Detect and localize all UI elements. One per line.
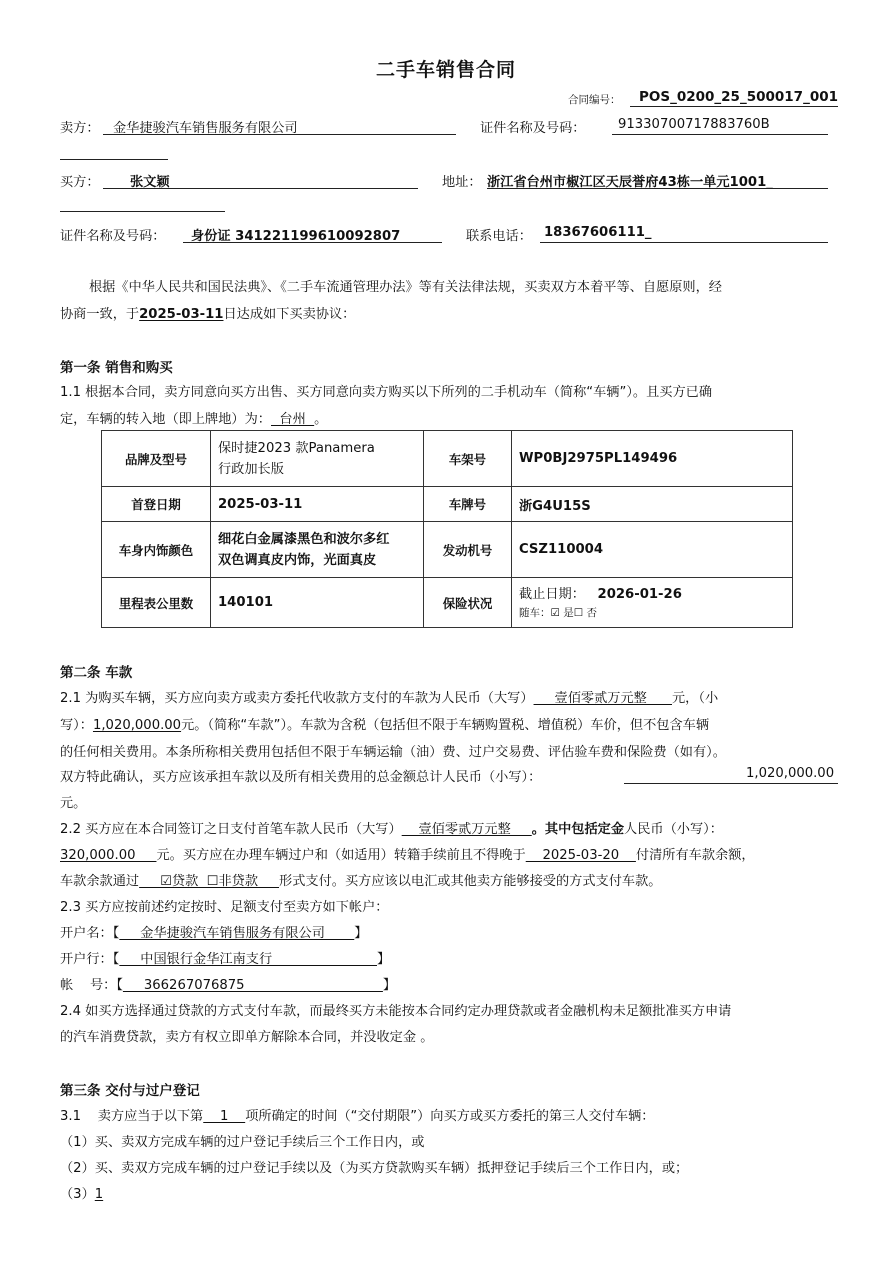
registration-place: 台州	[271, 412, 315, 427]
account-bank: 中国银行金华江南支行	[119, 952, 377, 967]
account-name-row	[60, 922, 367, 941]
account-name-label: 开户名：【	[60, 926, 120, 941]
article-2-heading: 第二条 车款	[60, 665, 133, 681]
article-2-1-text-b: 元，（小	[671, 691, 719, 706]
buyer-id: 身份证 341221199610092807	[191, 229, 401, 244]
seller-id-underline	[612, 134, 828, 135]
intro-text-b: 日达成如下买卖协议：	[223, 307, 356, 322]
buyer-phone-underline	[540, 242, 828, 243]
agreement-date: 2025-03-11	[139, 307, 224, 322]
article-3-1-text-a: 3.1 卖方应当于以下第	[60, 1109, 204, 1124]
article-2-1-line1	[60, 687, 718, 706]
article-3-heading: 第三条 交付与过户登记	[60, 1083, 200, 1099]
bracket-close: 】	[354, 926, 368, 941]
contract-no-label: 合同编号：	[568, 94, 621, 106]
article-1-1-text-b: 。	[314, 412, 328, 427]
brand-line1: 保时捷2023 款Panamera	[218, 440, 375, 456]
article-2-1-line2	[60, 714, 709, 733]
delivery-option-3-value: 1	[94, 1187, 104, 1202]
seller-label: 卖方：	[60, 121, 100, 136]
account-number-label: 帐 号：【	[60, 978, 123, 993]
buyer-underline	[103, 188, 418, 189]
brand-label: 品牌及型号	[102, 431, 211, 487]
color-line1: 细花白金属漆黑色和波尔多红	[218, 531, 390, 547]
article-2-2-text-f: 车款余款通过	[60, 874, 140, 889]
delivery-option-1: （1）买、卖双方完成车辆的过户登记手续后三个工作日内，或	[60, 1135, 425, 1150]
article-2-4-line2: 的汽车消费贷款，卖方有权立即单方解除本合同，并没收定金 。	[60, 1030, 434, 1045]
article-2-2-text-e: 付清所有车款余额，	[635, 848, 755, 863]
table-row	[102, 431, 793, 487]
article-2-2-text-c: 人民币（小写）：	[624, 822, 723, 837]
article-3-1	[60, 1105, 654, 1124]
delivery-option-2: （2）买、卖双方完成车辆的过户登记手续以及（为买方贷款购买车辆）抵押登记手续后三个工作日内，或；	[60, 1161, 689, 1176]
article-2-2-line1	[60, 818, 723, 837]
total-amount: 1,020,000.00	[746, 766, 835, 781]
buyer-phone-label: 联系电话：	[466, 229, 532, 244]
contract-title: 二手车销售合同	[376, 59, 517, 81]
article-2-4-line1: 2.4 如买方选择通过贷款的方式支付车款，而最终买方未能按本合同约定办理贷款或者金融机构未足额批准买方申请	[60, 1004, 732, 1019]
article-2-1-line4: 双方特此确认，买方应该承担车款以及所有相关费用的总金额总计人民币（小写）：	[60, 770, 542, 785]
vin-label: 车架号	[424, 431, 512, 487]
insurance-until-label: 截止日期：	[519, 586, 585, 602]
account-name: 金华捷骏汽车销售服务有限公司	[119, 926, 355, 941]
article-1-1-line1: 1.1 根据本合同，卖方同意向买方出售、买方同意向卖方购买以下所列的二手机动车（简称“车辆”）。且买方已确	[60, 385, 713, 400]
vin-value: WP0BJ2975PL149496	[512, 431, 793, 487]
account-bank-row	[60, 948, 390, 967]
vehicle-table	[101, 430, 793, 628]
delivery-option-number: 1	[203, 1109, 246, 1124]
intro-text-a: 协商一致，于	[60, 307, 140, 322]
seller-underline	[103, 134, 456, 135]
blank-line	[60, 159, 168, 160]
article-1-1-line2	[60, 408, 327, 427]
account-bank-label: 开户行：【	[60, 952, 120, 967]
plate-value: 浙G4U15S	[512, 487, 793, 522]
article-2-2-line2	[60, 844, 755, 863]
seller-name: 金华捷骏汽车销售服务有限公司	[113, 121, 298, 136]
buyer-id-underline	[183, 242, 442, 243]
seller-id: 91330700717883760B	[618, 117, 770, 132]
article-2-3: 2.3 买方应按前述约定按时、足额支付至卖方如下帐户：	[60, 900, 389, 915]
first-payment-uppercase: 壹佰零贰万元整	[401, 822, 532, 837]
price-uppercase: 壹佰零贰万元整	[533, 691, 672, 706]
reg-date-label: 首登日期	[102, 487, 211, 522]
blank-line	[60, 211, 225, 212]
article-2-2-deposit-text: 。其中包括定金	[531, 822, 625, 837]
payment-method: ☑贷款 ☐非贷款	[139, 874, 280, 889]
brand-value	[211, 431, 424, 487]
buyer-address-underline	[487, 188, 828, 189]
color-label: 车身内饰颜色	[102, 522, 211, 578]
article-2-2-text-d: 元。买方应在办理车辆过户和（如适用）转籍手续前且不得晚于	[156, 848, 526, 863]
intro-line2	[60, 303, 355, 322]
table-row	[102, 487, 793, 522]
price-number: 1,020,000.00	[92, 718, 182, 733]
article-2-1-text-a: 2.1 为购买车辆，买方应向卖方或卖方委托代收款方支付的车款为人民币（大写）	[60, 691, 534, 706]
account-number: 366267076875	[122, 978, 383, 993]
article-2-1-text-c: 写）：	[60, 718, 93, 733]
article-2-2-line3	[60, 870, 661, 889]
intro-line1: 根据《中华人民共和国民法典》、《二手车流通管理办法》等有关法律法规，买卖双方本着平等、自愿原则，经	[89, 280, 722, 295]
insurance-label: 保险状况	[424, 578, 512, 628]
color-value	[211, 522, 424, 578]
color-line2: 双色调真皮内饰，光面真皮	[218, 552, 377, 568]
insurance-until	[519, 584, 785, 605]
table-row	[102, 578, 793, 628]
article-2-1-text-d: 元。（简称“车款”）。车款为含税（包括但不限于车辆购置税、增值税）车价，但不包含车辆	[181, 718, 710, 733]
article-2-1-line3: 的任何相关费用。本条所称相关费用包括但不限于车辆运输（油）费、过户交易费、评估验车费和保险费（如有）。	[60, 745, 726, 760]
buyer-phone: 18367606111_	[544, 225, 652, 240]
article-1-1-text-a: 定，车辆的转入地（即上牌地）为：	[60, 412, 271, 427]
contract-no: POS_0200_25_500017_001	[639, 89, 838, 105]
reg-date-value: 2025-03-11	[211, 487, 424, 522]
deposit-amount: 320,000.00	[60, 848, 157, 863]
payment-deadline: 2025-03-20	[525, 848, 636, 863]
engine-label: 发动机号	[424, 522, 512, 578]
seller-id-label: 证件名称及号码：	[480, 121, 586, 136]
bracket-close: 】	[382, 978, 397, 993]
brand-line2: 行政加长版	[218, 461, 284, 477]
total-amount-underline	[624, 783, 838, 784]
bracket-close: 】	[376, 952, 391, 967]
table-row	[102, 522, 793, 578]
delivery-option-3	[60, 1183, 103, 1202]
buyer-address-label: 地址：	[442, 175, 482, 190]
buyer-label: 买方：	[60, 175, 100, 190]
mileage-value: 140101	[211, 578, 424, 628]
buyer-address: 浙江省台州市椒江区天辰誉府43栋一单元1001_	[487, 175, 773, 190]
buyer-name: 张文颖	[130, 175, 170, 190]
article-2-2-text-a: 2.2 买方应在本合同签订之日支付首笔车款人民币（大写）	[60, 822, 402, 837]
insurance-with-car: 随车：☑ 是☐ 否	[519, 606, 598, 619]
buyer-id-label: 证件名称及号码：	[60, 229, 166, 244]
plate-label: 车牌号	[424, 487, 512, 522]
delivery-option-3-prefix: （3）	[60, 1187, 95, 1202]
account-number-row	[60, 974, 396, 993]
mileage-label: 里程表公里数	[102, 578, 211, 628]
article-1-heading: 第一条 销售和购买	[60, 360, 173, 376]
article-2-1-line5: 元。	[60, 796, 87, 811]
contract-no-underline	[630, 106, 838, 107]
insurance-value	[512, 578, 793, 628]
article-3-1-text-b: 项所确定的时间（“交付期限”）向买方或买方委托的第三人交付车辆：	[245, 1109, 655, 1124]
engine-value: CSZ110004	[512, 522, 793, 578]
insurance-until-date: 2026-01-26	[597, 586, 682, 602]
article-2-2-text-g: 形式支付。买方应该以电汇或其他卖方能够接受的方式支付车款。	[279, 874, 662, 889]
